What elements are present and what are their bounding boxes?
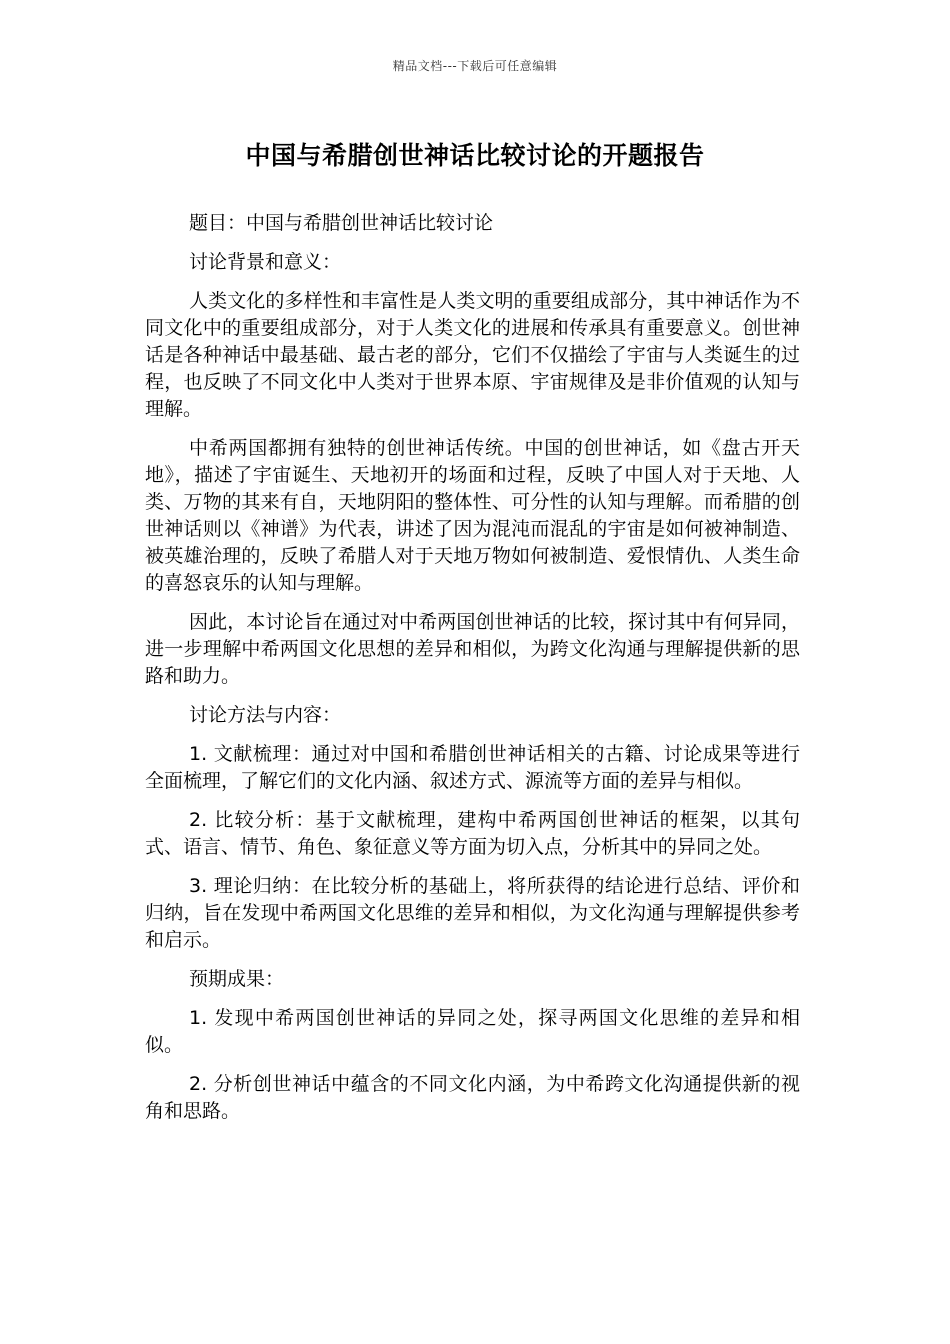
list-item: 2. 比较分析：基于文献梳理，建构中希两国创世神话的框架，以其句式、语言、情节、角色、象征意义等方面为切入点，分析其中的异同之处。 <box>145 809 800 858</box>
list-item: 1. 文献梳理：通过对中国和希腊创世神话相关的古籍、讨论成果等进行全面梳理，了解它们的文化内涵、叙述方式、源流等方面的差异与相似。 <box>145 743 800 792</box>
list-item: 2. 分析创世神话中蕴含的不同文化内涵，为中希跨文化沟通提供新的视角和思路。 <box>145 1073 800 1122</box>
body-paragraph: 因此，本讨论旨在通过对中希两国创世神话的比较，探讨其中有何异同，进一步理解中希两国文化思想的差异和相似，为跨文化沟通与理解提供新的思路和助力。 <box>145 611 800 687</box>
section-heading-background: 讨论背景和意义： <box>189 251 342 273</box>
document-body <box>145 210 800 1137</box>
body-paragraph: 人类文化的多样性和丰富性是人类文明的重要组成部分，其中神话作为不同文化中的重要组成部分，对于人类文化的进展和传承具有重要意义。创世神话是各种神话中最基础、最古老的部分，它们不仅描绘了宇宙与人类诞生的过程，也反映了不同文化中人类对于世界本原、宇宙规律及是非价值观的认知与理解。 <box>145 290 800 420</box>
list-item: 3. 理论归纳：在比较分析的基础上，将所获得的结论进行总结、评价和归纳，旨在发现中希两国文化思维的差异和相似，为文化沟通与理解提供参考和启示。 <box>145 875 800 951</box>
document-title: 中国与希腊创世神话比较讨论的开题报告 <box>245 141 705 170</box>
section-heading-methods: 讨论方法与内容： <box>189 704 342 726</box>
list-item: 1. 发现中希两国创世神话的异同之处，探寻两国文化思维的差异和相似。 <box>145 1007 800 1056</box>
section-heading-outcomes: 预期成果： <box>189 968 285 990</box>
header-note: 精品文档---下载后可任意编辑 <box>392 59 558 73</box>
topic-line: 题目：中国与希腊创世神话比较讨论 <box>189 212 494 234</box>
body-paragraph: 中希两国都拥有独特的创世神话传统。中国的创世神话，如《盘古开天地》，描述了宇宙诞生、天地初开的场面和过程，反映了中国人对于天地、人类、万物的其来有自，天地阴阳的整体性、可分性的认知与理解。而希腊的创世神话则以《神谱》为代表，讲述了因为混沌而混乱的宇宙是如何被神制造、被英雄治理的，反映了希腊人对于天地万物如何被制造、爱恨情仇、人类生命的喜怒哀乐的认知与理解。 <box>145 437 800 594</box>
